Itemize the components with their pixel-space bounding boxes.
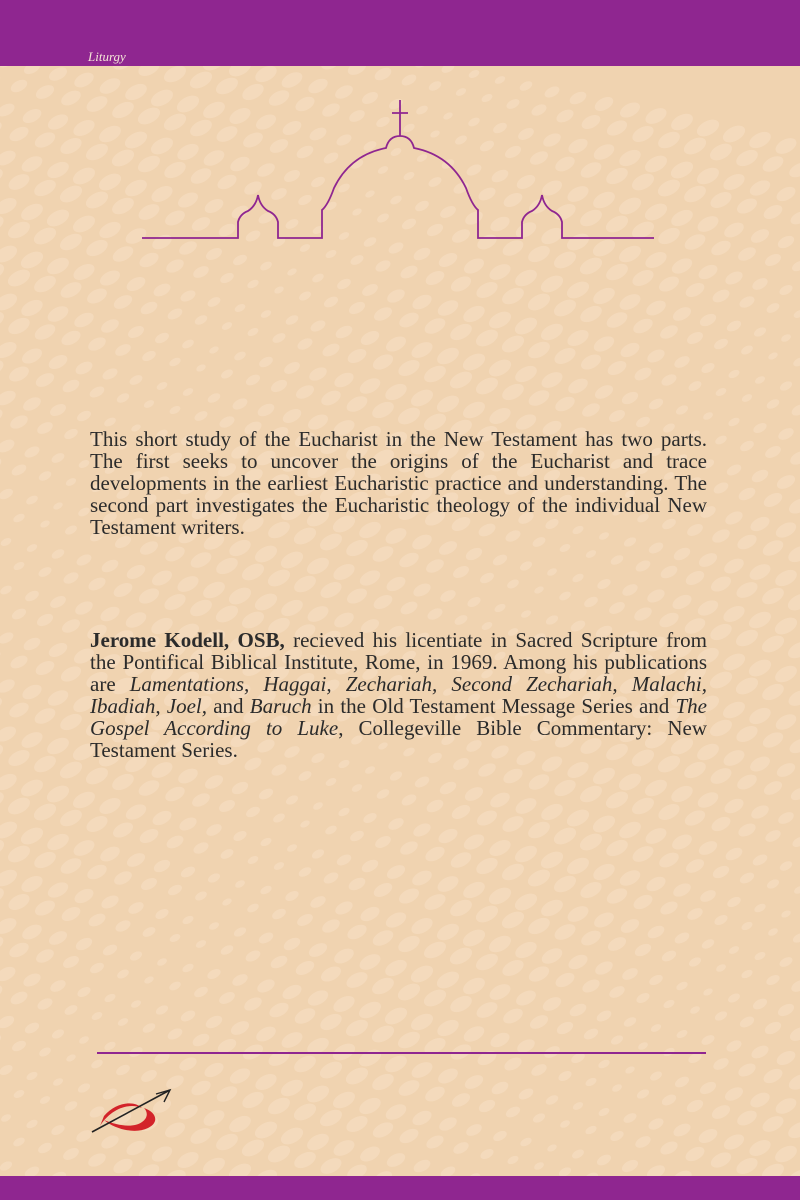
bottom-band bbox=[0, 1176, 800, 1200]
author-bio bbox=[90, 629, 707, 761]
bio-title-1: Lamentations, Haggai, Zechariah, Second Zechariah, Malachi, Ibadiah, Joel, bbox=[90, 672, 707, 718]
bio-text-2: and bbox=[207, 694, 250, 718]
author-name: Jerome Kodell, OSB, bbox=[90, 628, 285, 652]
bottom-divider bbox=[97, 1052, 706, 1054]
bio-text-4: , Collegeville Bible Commentary: New Testament Series. bbox=[90, 716, 707, 762]
bio-title-3: The Gospel According to Luke bbox=[90, 694, 707, 740]
book-description: This short study of the Eucharist in the New Testament has two parts. The first seeks to uncover the origins of the Eucharist and trace developments in the earliest Eucharistic practice and understanding. The second part investigates the Eucharistic theology of the individual New Testament writers. bbox=[90, 427, 707, 539]
bio-title-2: Baruch bbox=[249, 694, 312, 718]
publisher-logo-icon bbox=[86, 1086, 176, 1134]
bio-text-1: recieved his licentiate in Sacred Scripture from the Pontifical Biblical Institute, Rome, in 1969. Among his publications are bbox=[90, 628, 707, 696]
bio-text-3: in the Old Testament Message Series and bbox=[311, 694, 676, 718]
category-label: Liturgy bbox=[88, 49, 126, 64]
basilica-dome-icon bbox=[0, 0, 800, 260]
